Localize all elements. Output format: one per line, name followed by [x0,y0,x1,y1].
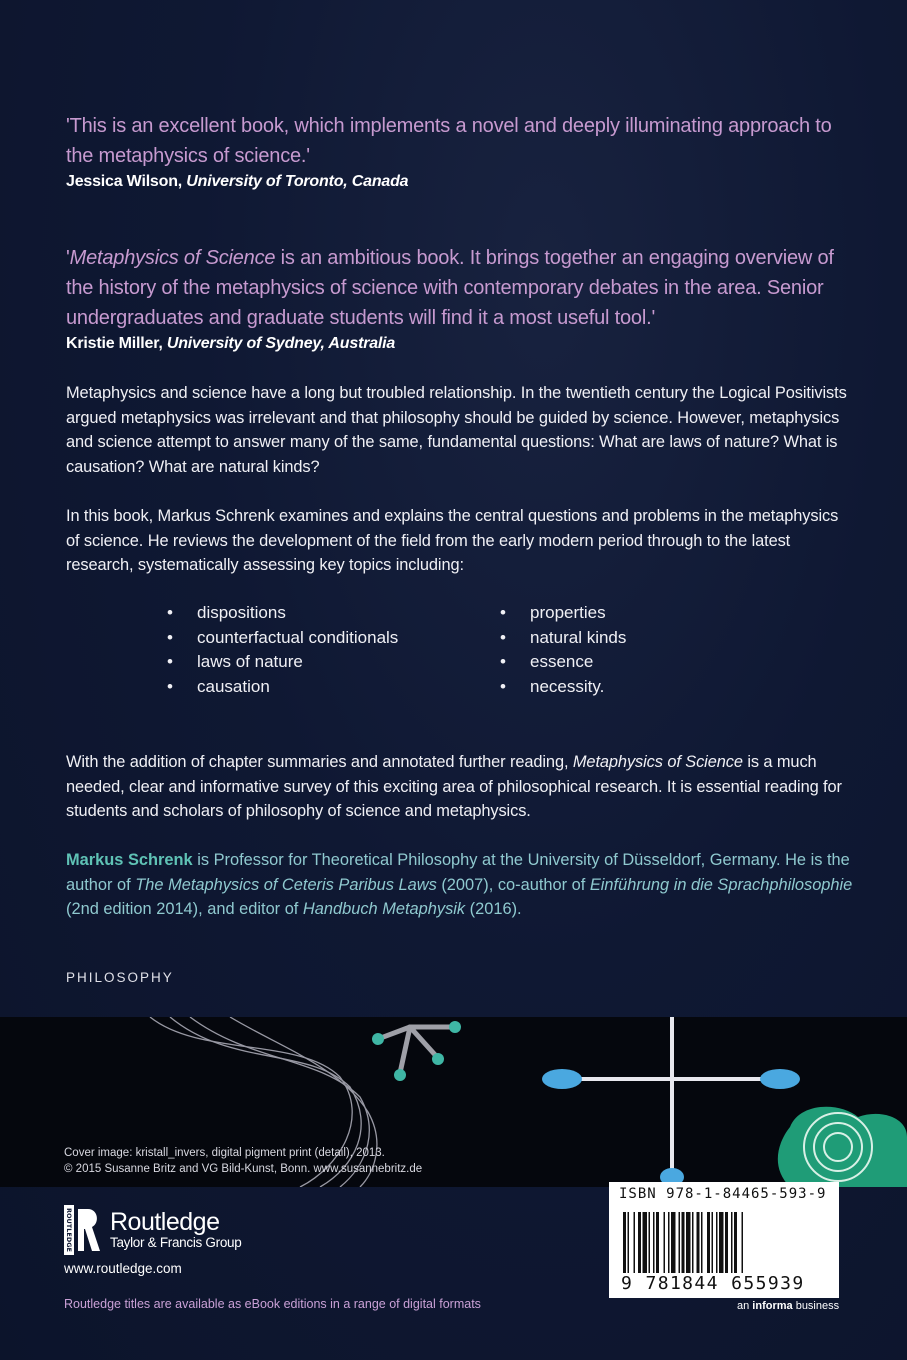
barcode-bar [679,1212,681,1278]
barcode-bar [716,1212,718,1278]
barcode-bar [671,1212,676,1278]
ebook-note: Routledge titles are available as eBook editions in a range of digital formats [64,1297,481,1311]
cover-credit [64,1145,422,1177]
barcode-bar [664,1212,666,1278]
paragraph-3-end: is a much needed, clear and informative survey of this exciting area of philosophical research. It is essential reading for students and scholars of philosophy of science and metaphysics. [66,753,842,820]
quote-2-body: is an ambitious book. It brings together an engaging overview of the history of the metaphysics of science with contemporary debates in the area. Senior undergraduates and graduate students will find it a most useful tool.' [66,247,834,329]
informa-name: informa [752,1300,793,1312]
list-item: • causation [167,675,398,700]
barcode-bar [643,1212,648,1278]
informa-suffix: business [792,1300,840,1312]
barcode-bar [692,1212,694,1278]
barcode-bar [649,1212,651,1278]
barcode-bar [725,1212,728,1278]
isbn-digits: 9 781844 655939 [621,1273,805,1294]
art-dot [449,1021,461,1033]
author-name: Markus Schrenk [66,851,193,869]
barcode-bar [668,1212,670,1278]
quote-2-book-title: Metaphysics of Science [69,247,276,269]
routledge-emblem-icon [64,1205,104,1255]
quote-1-affiliation: University of Toronto, Canada [186,173,409,190]
description-paragraph-2: In this book, Markus Schrenk examines and explains the central questions and problems in the metaphysics of science. He reviews the development of the field from the early modern period through to the latest research, systematically assessing key topics including: [66,507,839,574]
isbn-barcode [609,1182,839,1298]
barcode-bar [682,1212,685,1278]
art-dot [372,1033,384,1045]
barcode-bar [712,1212,714,1278]
author-bio-text: is Professor for Theoretical Philosophy at the University of Düsseldorf, Germany. He is the author of [66,851,850,894]
barcode-bar [719,1212,724,1278]
quote-1-text: 'This is an excellent book, which implements a novel and deeply illuminating approach to the metaphysics of science.' [66,115,832,167]
author-bio-text: (2nd edition 2014), and editor of [66,900,303,918]
topics-list-left [167,601,398,699]
author-bio-text: (2016). [465,900,522,918]
publisher-url[interactable]: www.routledge.com [64,1261,182,1276]
routledge-wordmark [110,1209,241,1251]
cover-credit-line-1: Cover image: kristall_invers, digital pigment print (detail), 2013. [64,1147,385,1159]
routledge-logo [64,1205,241,1255]
publisher-name: Routledge [110,1208,220,1236]
review-quote-1 [66,111,846,193]
barcode-bar [656,1212,659,1278]
author-bio-text: (2007), co-author of [436,875,590,894]
list-item: • essence [500,650,626,675]
topics-list-right [500,601,626,699]
quote-2-name: Kristie Miller [66,335,159,352]
list-item: • counterfactual conditionals [167,626,398,651]
informa-prefix: an [737,1300,753,1312]
review-quote-2 [66,243,846,355]
barcode-bar [731,1212,733,1278]
art-dot [432,1053,444,1065]
barcode-bar [634,1212,636,1278]
publisher-group: Taylor & Francis Group [110,1235,242,1250]
barcode-bar [686,1212,691,1278]
list-item: • laws of nature [167,650,398,675]
barcode-bar [697,1212,700,1278]
quote-1-name: Jessica Wilson [66,173,178,190]
author-bio [66,848,856,922]
quote-2-text [66,243,846,333]
quote-2-attribution: Kristie Miller, University of Sydney, Australia [66,335,396,352]
paragraph-3-book-title: Metaphysics of Science [572,753,743,771]
quote-2-affiliation: University of Sydney, Australia [166,335,396,352]
description-paragraph-1: Metaphysics and science have a long but troubled relationship. In the twentieth century the Logical Positivists argued metaphysics was irrelevant and that philosophy should be guided by science. However, metaphysics and science attempt to answer many of the same, fundamental questions: What are laws of nature? What is causation? What are natural kinds? [66,384,847,476]
cover-credit-line-2: © 2015 Susanne Britz and VG Bild-Kunst, Bonn. www.susannebritz.de [64,1163,423,1175]
barcode-bar [638,1212,641,1278]
author-book-1: The Metaphysics of Ceteris Paribus Laws [135,875,437,894]
description-paragraph-3 [66,750,856,824]
barcode-bar [628,1212,630,1278]
barcode-bar [707,1212,710,1278]
quote-1-attribution: Jessica Wilson, University of Toronto, Canada [66,173,409,190]
quote-2-open-mark: ' [66,247,70,269]
list-item: • properties [500,601,626,626]
barcode-bar [701,1212,703,1278]
list-item: • dispositions [167,601,398,626]
author-book-3: Handbuch Metaphysik [302,900,466,918]
list-item: • necessity. [500,675,626,700]
paragraph-3-start: With the addition of chapter summaries and annotated further reading, [66,753,573,771]
barcode-bar [653,1212,655,1278]
informa-tagline [737,1300,839,1312]
svg-text:ROUTLEDGE: ROUTLEDGE [65,1208,73,1252]
art-dot [394,1069,406,1081]
green-blob [778,1107,907,1187]
list-item: • natural kinds [500,626,626,651]
barcode-bar [623,1212,626,1278]
barcode-bars [623,1212,829,1278]
subject-category: PHILOSOPHY [66,970,174,985]
isbn-label: ISBN 978-1-84465-593-9 [619,1186,827,1202]
barcode-bar [742,1212,744,1278]
author-book-2: Einführung in die Sprachphilosophie [589,875,853,894]
barcode-bar [734,1212,737,1278]
